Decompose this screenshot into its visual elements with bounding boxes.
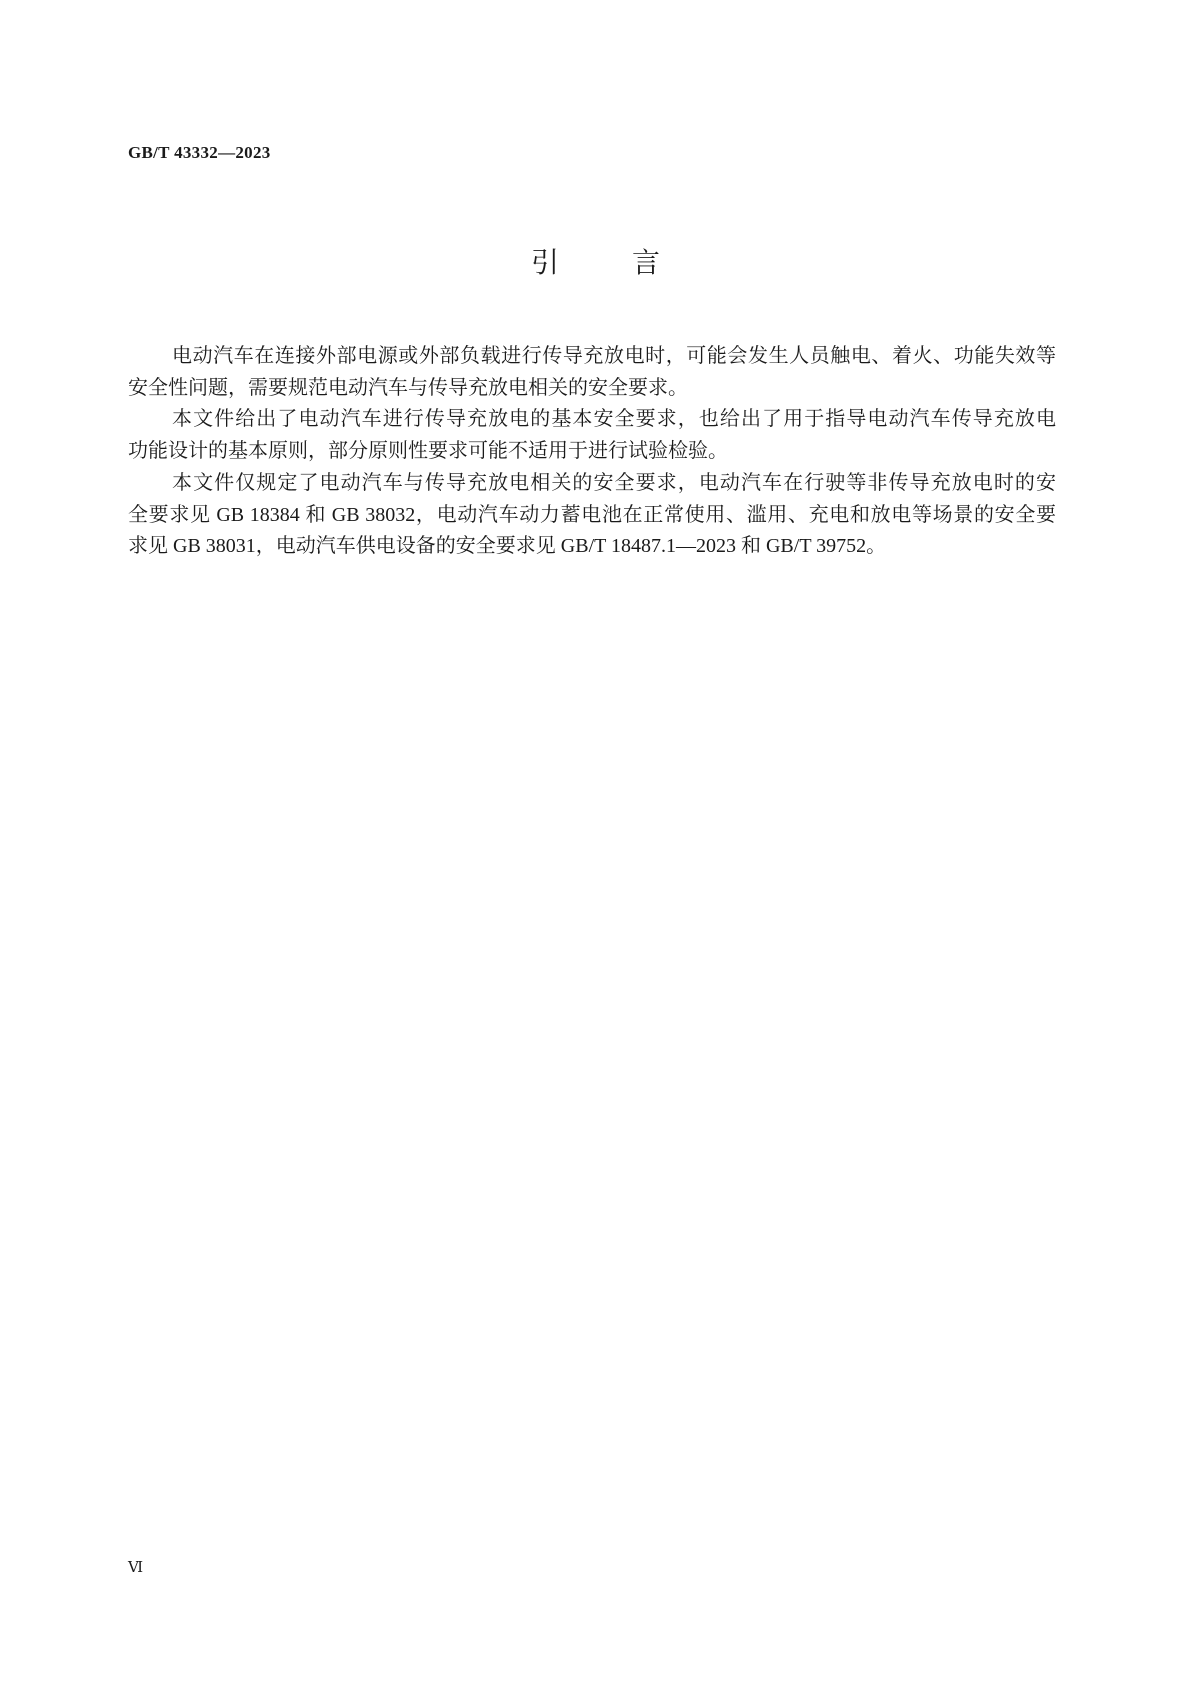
section-title: 引 言	[531, 246, 660, 279]
paragraph-1	[128, 341, 1056, 404]
paragraph-2	[128, 404, 1056, 467]
paragraph-line: 电动汽车在连接外部电源或外部负载进行传导充放电时，可能会发生人员触电、着火、功能失效等	[172, 345, 1056, 367]
paragraph-3	[128, 468, 1056, 563]
paragraph-line: 求见 GB 38031，电动汽车供电设备的安全要求见 GB/T 18487.1—2023 和 GB/T 39752。	[128, 535, 887, 558]
paragraph-line: 功能设计的基本原则，部分原则性要求可能不适用于进行试验检验。	[128, 440, 728, 463]
paragraph-line: 全要求见 GB 18384 和 GB 38032，电动汽车动力蓄电池在正常使用、滥用、充电和放电等场景的安全要	[128, 503, 1056, 526]
standard-number-header: GB/T 43332—2023	[128, 143, 271, 162]
introduction-body	[128, 341, 1056, 563]
paragraph-line: 安全性问题，需要规范电动汽车与传导充放电相关的安全要求。	[128, 376, 688, 399]
paragraph-line: 本文件仅规定了电动汽车与传导充放电相关的安全要求，电动汽车在行驶等非传导充放电时的安	[172, 471, 1056, 494]
paragraph-line: 本文件给出了电动汽车进行传导充放电的基本安全要求，也给出了用于指导电动汽车传导充放电	[172, 408, 1056, 431]
page-number: Ⅵ	[128, 1560, 144, 1576]
